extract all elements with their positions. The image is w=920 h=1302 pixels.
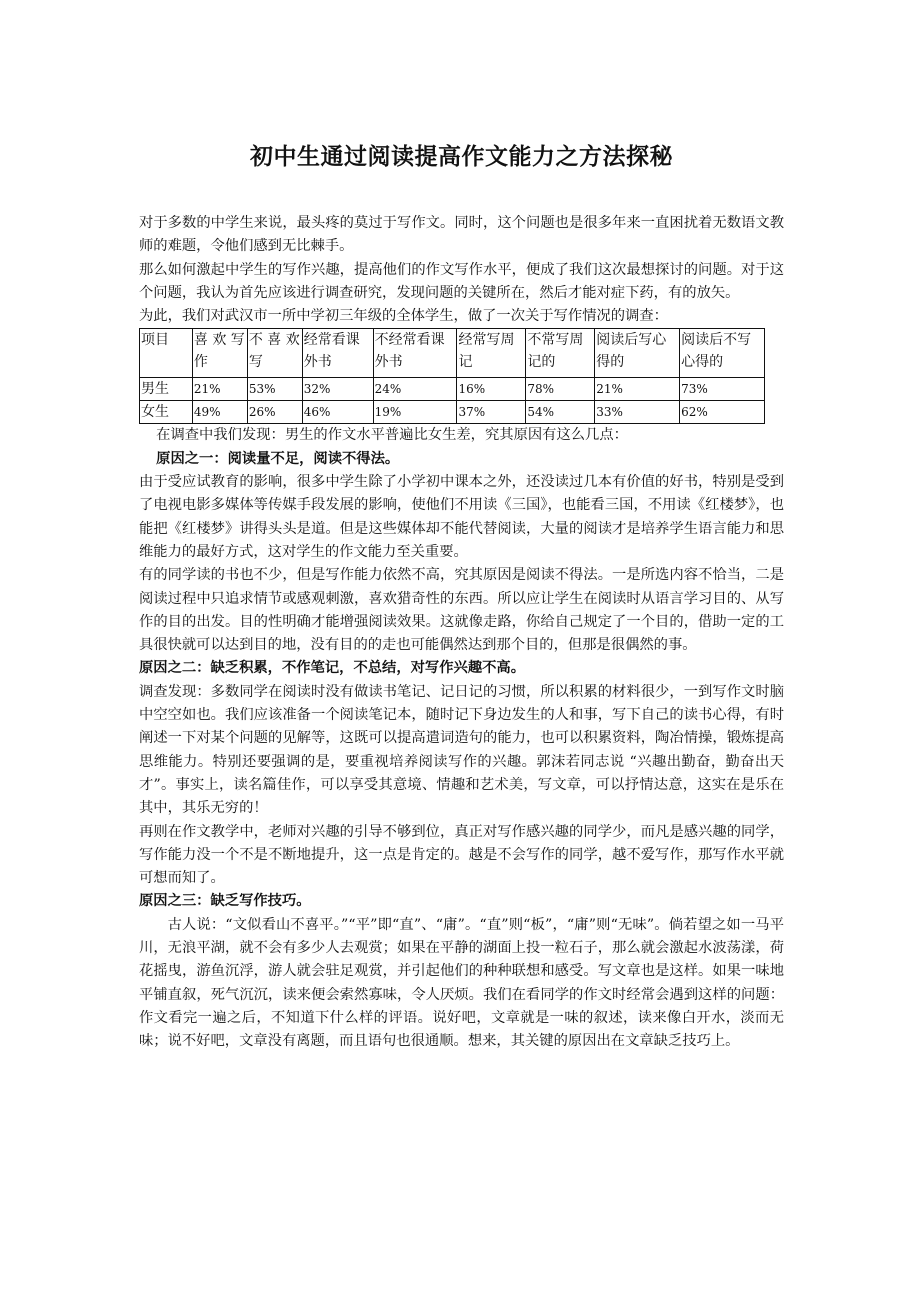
reason1-paragraph-1: 由于受应试教育的影响，很多中学生除了小学初中课本之外，还没读过几本有价值的好书，特别是受到了电视电影多媒体等传媒手段发展的影响，使他们不用读《三国》，也能看三国，不用读《红楼梦》，也能把《红楼梦》讲得头头是道。但是这些媒体却不能代替阅读，大量的阅读才是培养学生语言能力和思维能力的最好方式，这对学生的作文能力至关重要。: [139, 474, 784, 560]
reason1-paragraph-2: 有的同学读的书也不少，但是写作能力依然不高，究其原因是阅读不得法。一是所选内容不恰当，二是阅读过程中只追求情节或感观刺激，喜欢猎奇性的东西。所以应让学生在阅读时从语言学习目的、从写作的目的出发。目的性明确才能增强阅读效果。这就像走路，你给自己规定了一个目的，借助一定的工具很快就可以达到目的地，没有目的的走也可能偶然达到那个目的，但那是很偶然的事。: [139, 567, 784, 654]
table-cell: 21%: [192, 378, 247, 401]
table-header-cell: 喜 欢 写作: [192, 329, 247, 378]
table-cell: 49%: [192, 401, 247, 424]
table-header-cell: 不 喜 欢写: [247, 329, 302, 378]
table-cell: 男生: [140, 378, 193, 401]
table-cell: 33%: [595, 401, 680, 424]
reason3-paragraph-1: 古人说：“文似看山不喜平。”“平”即“直”、“庸”。“直”则“板”，“庸”则“无味”。倘若望之如一马平川，无浪平湖，就不会有多少人去观赏；如果在平静的湖面上投一粒石子，那么就会激起水波荡漾，荷花摇曳，游鱼沉浮，游人就会驻足观赏，并引起他们的种种联想和感受。写文章也是这样。如果一味地平铺直叙，死气沉沉，读来便会索然寡味，令人厌烦。我们在看同学的作文时经常会遇到这样的问题：作文看完一遍之后，不知道下什么样的评语。说好吧，文章就是一味的叙述，读来像白开水，淡而无味；说不好吧，文章没有离题，而且语句也很通顺。想来，其关键的原因出在文章缺乏技巧上。: [139, 916, 784, 1050]
table-cell: 73%: [680, 378, 765, 401]
table-header-cell: 经常看课外书: [302, 329, 373, 378]
page-title: 初中生通过阅读提高作文能力之方法探秘: [250, 143, 673, 170]
table-row: [140, 378, 765, 401]
table-cell: 24%: [373, 378, 457, 401]
table-row: [140, 401, 765, 424]
survey-table: [139, 328, 765, 424]
table-cell: 16%: [457, 378, 526, 401]
table-cell: 21%: [595, 378, 680, 401]
reason2-heading: 原因之二：缺乏积累，不作笔记，不总结，对写作兴趣不高。: [139, 660, 526, 677]
reason2-paragraph-2: 再则在作文教学中，老师对兴趣的引导不够到位，真正对写作感兴趣的同学少，而凡是感兴趣的同学，写作能力没一个不是不断地提升，这一点是肯定的。越是不会写作的同学，越不爱写作，那写作水平就可想而知了。: [139, 823, 784, 887]
reason2-paragraph-1: 调查发现：多数同学在阅读时没有做读书笔记、记日记的习惯，所以积累的材料很少，一到写作文时脑中空空如也。我们应该准备一个阅读笔记本，随时记下身边发生的人和事，写下自己的读书心得，有时阐述一下对某个问题的见解等，这既可以提高遣词造句的能力，也可以积累资料，陶冶情操，锻炼提高思维能力。特别还要强调的是，要重视培养阅读写作的兴趣。郭沫若同志说 “兴趣出勤奋，勤奋出天才”。事实上，读名篇佳作，可以享受其意境、情趣和艺术美，写文章，可以抒情达意，这实在是乐在其中，其乐无穷的！: [139, 683, 784, 817]
table-header-cell: 不常写周记的: [526, 329, 595, 378]
table-cell: 62%: [680, 401, 765, 424]
intro-paragraph-3: 为此，我们对武汉市一所中学初三年级的全体学生，做了一次关于写作情况的调查：: [139, 308, 668, 325]
table-header-cell: 经常写周记: [457, 329, 526, 378]
document-page: [139, 138, 784, 1054]
table-cell: 女生: [140, 401, 193, 424]
table-cell: 19%: [373, 401, 457, 424]
table-header-cell: 阅读后写心得的: [595, 329, 680, 378]
intro-paragraph-2: 那么如何激起中学生的写作兴趣，提高他们的作文写作水平，便成了我们这次最想探讨的问题。对于这个问题，我认为首先应该进行调查研究，发现问题的关键所在，然后才能对症下药，有的放矢。: [139, 261, 784, 301]
table-header-row: [140, 329, 765, 378]
table-cell: 46%: [302, 401, 373, 424]
finding-paragraph: 在调查中我们发现：男生的作文水平普遍比女生差，究其原因有这么几点：: [156, 427, 628, 444]
table-cell: 26%: [247, 401, 302, 424]
table-header-cell: 项目: [140, 329, 193, 378]
reason3-heading: 原因之三：缺乏写作技巧。: [139, 893, 311, 910]
table-cell: 37%: [457, 401, 526, 424]
reason1-heading: 原因之一：阅读量不足，阅读不得法。: [156, 450, 400, 467]
intro-paragraph-1: 对于多数的中学生来说，最头疼的莫过于写作文。同时，这个问题也是很多年来一直困扰着无数语文教师的难题，令他们感到无比棘手。: [139, 215, 784, 255]
table-cell: 53%: [247, 378, 302, 401]
table-header-cell: 不经常看课外书: [373, 329, 457, 378]
table-cell: 78%: [526, 378, 595, 401]
table-cell: 32%: [302, 378, 373, 401]
table-header-cell: 阅读后不写心得的: [680, 329, 765, 378]
table-cell: 54%: [526, 401, 595, 424]
